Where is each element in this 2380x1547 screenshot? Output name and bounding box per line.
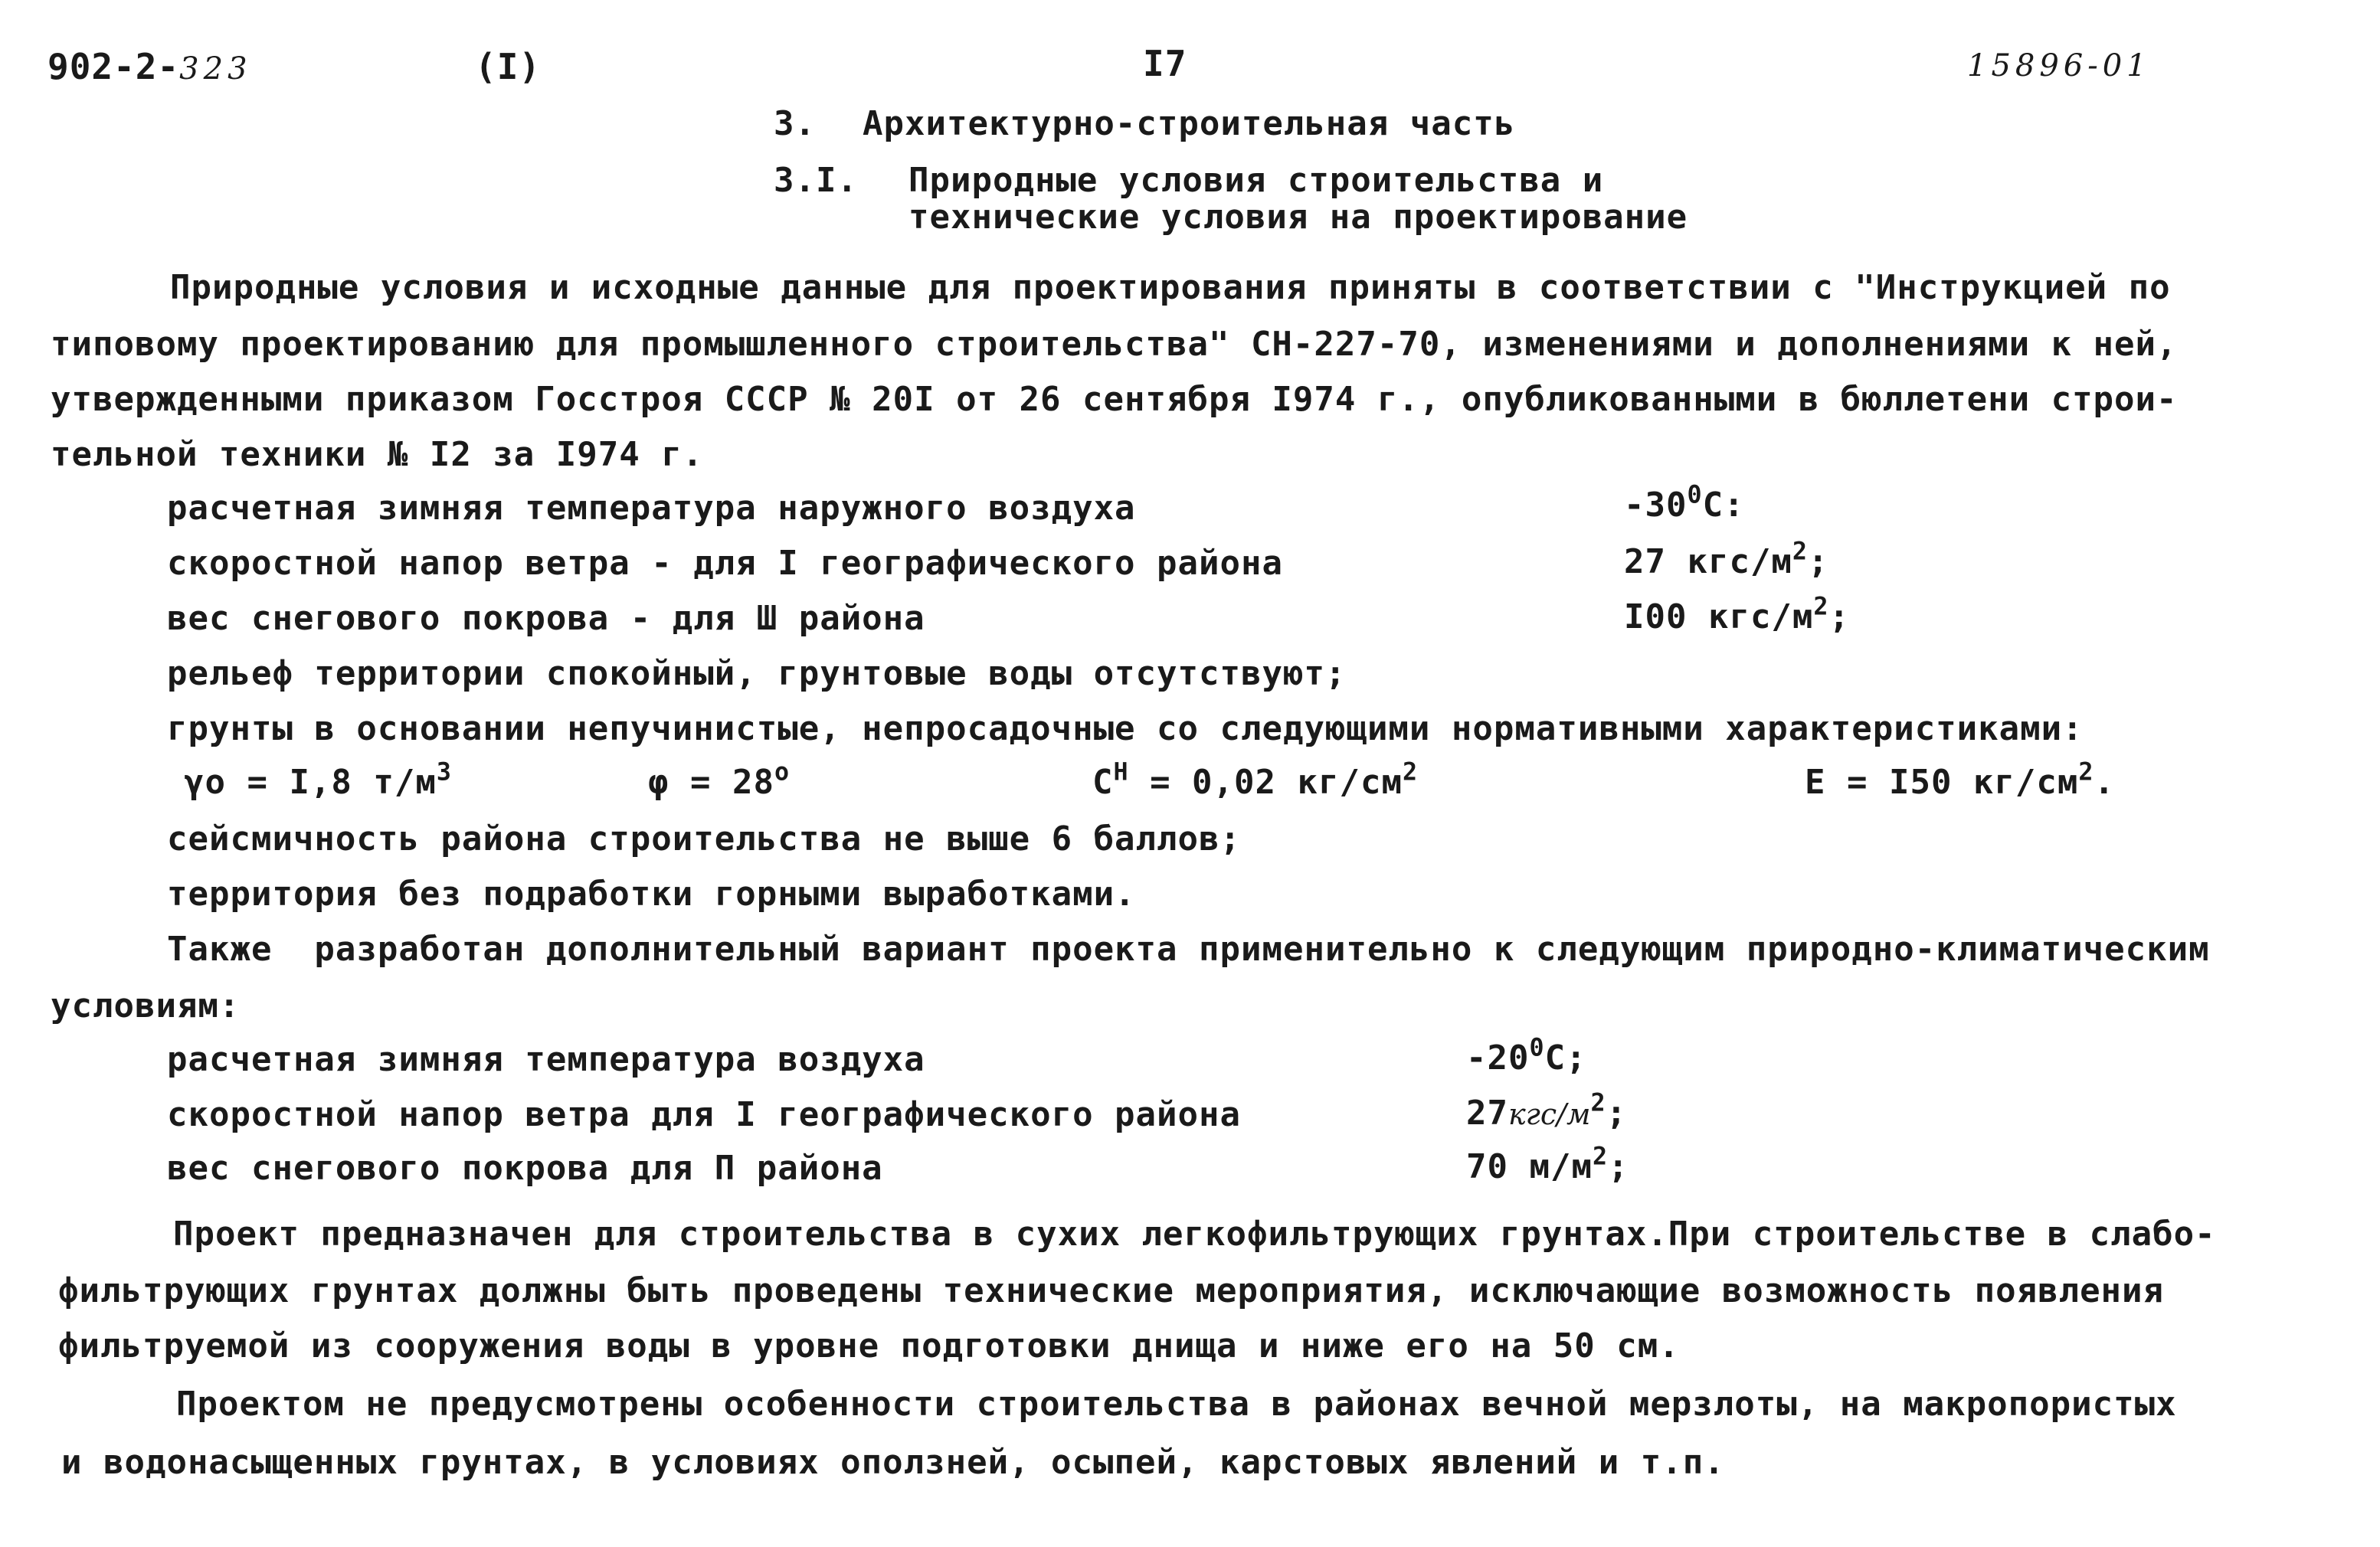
section-title: Архитектурно-строительная часть <box>863 104 1516 143</box>
note-line: Проектом не предусмотрены особенности строительства в районах вечной мерзлоты, на макропористых <box>176 1385 2177 1424</box>
intro-line: тельной техники № I2 за I974 г. <box>51 435 704 474</box>
snow-label: вес снегового покрова - для Ш района <box>167 599 925 638</box>
alt-snow-value: 70 $м/м^2$; <box>1466 1143 1629 1186</box>
subsection-title-line1: Природные условия строительства и <box>908 161 1604 200</box>
cohesion-value: $С^Н = 0,02$ $кг/см^2$ <box>1092 758 1419 802</box>
temperature-label: расчетная зимняя температура наружного воздуха <box>167 489 1136 528</box>
alternative-intro-line: условиям: <box>51 986 241 1025</box>
alt-wind-label: скоростной напор ветра для I географического района <box>167 1095 1242 1134</box>
note-line: фильтруемой из сооружения воды в уровне подготовки днища и ниже его на 50 см. <box>58 1326 1680 1365</box>
temperature-value: $-30^0C$: <box>1624 481 1745 525</box>
density-value: γо = I,8 $т/м^3$ <box>184 758 452 802</box>
archive-number-handwritten: 15896-01 <box>1967 48 2151 83</box>
note-line: фильтрующих грунтах должны быть проведены технические мероприятия, исключающие возможность появления <box>58 1271 2165 1310</box>
relief-text: рельеф территории спокойный, грунтовые воды отсутствуют; <box>167 654 1347 693</box>
alternative-intro-line: Также разработан дополнительный вариант проекта применительно к следующим природно-климатическим <box>167 930 2210 969</box>
part-number: (I) <box>475 46 542 87</box>
series-label: 902-2- <box>47 46 180 87</box>
wind-label: скоростной напор ветра - для I географического района <box>167 544 1283 583</box>
seismic-text: сейсмичность района строительства не выше 6 баллов; <box>167 819 1242 859</box>
soils-text: грунты в основании непучинистые, непросадочные со следующими нормативными характеристиками: <box>167 709 2084 748</box>
alt-temperature-label: расчетная зимняя температура воздуха <box>167 1040 925 1079</box>
alt-temperature-value: $-20^0С$; <box>1466 1034 1587 1078</box>
mining-text: территория без подработки горными выработками. <box>167 875 1136 914</box>
friction-angle-value: $\varphi = 28^o$ <box>648 758 791 802</box>
subsection-title-line2: технические условия на проектирование <box>908 198 1688 237</box>
modulus-value: Е = I50 $кг/см^2$. <box>1805 758 2115 802</box>
intro-line: Природные условия и исходные данные для проектирования приняты в соответствии с "Инструкцией по <box>170 268 2171 307</box>
note-line: Проект предназначен для строительства в сухих легкофильтрующих грунтах.При строительстве в слабо- <box>173 1215 2216 1254</box>
snow-value: I00 кгс/$м^2$; <box>1624 593 1850 636</box>
page-number: I7 <box>1143 43 1187 84</box>
subsection-number: 3.I. <box>774 161 858 200</box>
alt-wind-value: $27кгс/м^2$; <box>1466 1089 1628 1133</box>
note-line: и водонасыщенных грунтах, в условиях оползней, осыпей, карстовых явлений и т.п. <box>61 1443 1725 1482</box>
alt-snow-label: вес снегового покрова для П района <box>167 1149 883 1188</box>
section-number: 3. <box>774 104 816 143</box>
series-code <box>47 46 252 87</box>
intro-line: утвержденными приказом Госстроя СССР № 20I от 26 сентября I974 г., опубликованными в бюллетени строи- <box>51 380 2178 419</box>
wind-value: 27 кгс/$м^2$; <box>1624 538 1829 581</box>
intro-line: типовому проектированию для промышленного строительства" СН-227-70, изменениями и дополнениями к ней, <box>51 325 2178 364</box>
series-number-handwritten: 323 <box>179 51 252 87</box>
